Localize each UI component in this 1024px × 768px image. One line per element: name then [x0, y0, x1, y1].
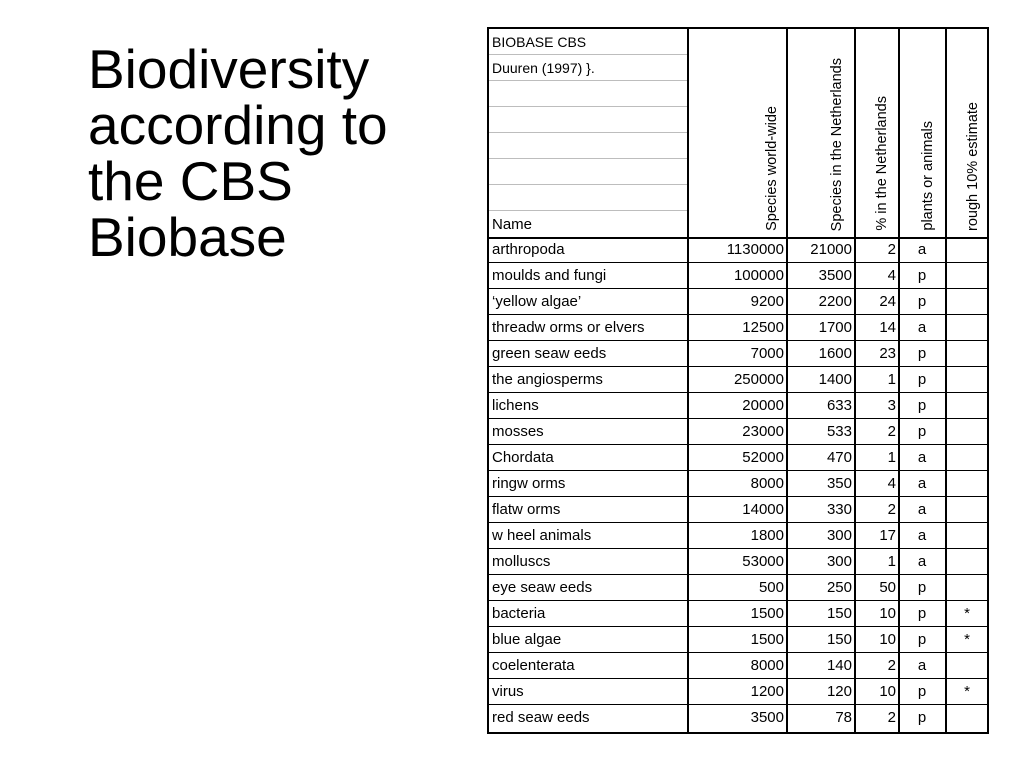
cell-estimate — [947, 263, 987, 288]
cell-plants-animals: p — [917, 709, 927, 726]
cell-percent: 2 — [887, 501, 896, 518]
cell-species-netherlands: 533 — [826, 423, 852, 440]
cell-species-netherlands: 350 — [826, 475, 852, 492]
cell-name: eye seaw eeds — [492, 579, 593, 596]
cell-species-netherlands: 120 — [826, 683, 852, 700]
cell-estimate — [947, 419, 987, 444]
cell-species-world: 12500 — [742, 319, 784, 336]
table-row — [489, 653, 987, 679]
cell-percent: 1 — [887, 553, 896, 570]
cell-plants-animals: a — [917, 319, 927, 336]
cell-species-netherlands: 330 — [826, 501, 852, 518]
cell-name: green seaw eeds — [492, 345, 607, 362]
cell-plants-animals: p — [917, 683, 927, 700]
table-row — [489, 393, 987, 419]
cell-plants-animals: p — [917, 605, 927, 622]
cell-plants-animals: a — [917, 475, 927, 492]
title-line: Biodiversity — [88, 38, 370, 100]
cell-name: flatw orms — [492, 501, 561, 518]
cell-percent: 1 — [887, 449, 896, 466]
cell-percent: 24 — [879, 293, 896, 310]
cell-estimate: * — [964, 631, 970, 648]
table-row — [489, 523, 987, 549]
cell-species-netherlands: 150 — [826, 631, 852, 648]
cell-percent: 1 — [887, 371, 896, 388]
cell-species-netherlands: 1600 — [818, 345, 852, 362]
cell-species-netherlands: 3500 — [818, 267, 852, 284]
title-line: according to — [88, 94, 388, 156]
cell-species-world: 1800 — [750, 527, 784, 544]
table-row — [489, 289, 987, 315]
column-header-world: Species world-wide — [764, 106, 780, 231]
cell-estimate — [947, 393, 987, 418]
table-row — [489, 341, 987, 367]
header-empty-line — [489, 159, 687, 185]
cell-species-netherlands: 250 — [826, 579, 852, 596]
cell-species-world: 1500 — [750, 631, 784, 648]
cell-percent: 4 — [887, 475, 896, 492]
cell-plants-animals: p — [917, 579, 927, 596]
column-divider — [687, 29, 689, 732]
table-row — [489, 601, 987, 627]
title-line: Biobase — [88, 206, 287, 268]
cell-species-netherlands: 300 — [826, 527, 852, 544]
cell-percent: 17 — [879, 527, 896, 544]
header-empty-line — [489, 185, 687, 211]
cell-plants-animals: p — [917, 345, 927, 362]
table-row — [489, 627, 987, 653]
cell-percent: 10 — [879, 631, 896, 648]
cell-plants-animals: a — [917, 657, 927, 674]
cell-species-world: 23000 — [742, 423, 784, 440]
cell-plants-animals: a — [917, 241, 927, 258]
cell-species-netherlands: 300 — [826, 553, 852, 570]
biobase-table — [487, 27, 989, 734]
cell-plants-animals: p — [917, 293, 927, 310]
column-divider — [854, 29, 856, 732]
header-empty-line — [489, 81, 687, 107]
cell-name: lichens — [492, 397, 539, 414]
cell-plants-animals: a — [917, 553, 927, 570]
table-row — [489, 497, 987, 523]
cell-estimate — [947, 497, 987, 522]
cell-percent: 14 — [879, 319, 896, 336]
cell-name: coelenterata — [492, 657, 575, 674]
cell-species-world: 20000 — [742, 397, 784, 414]
table-row — [489, 575, 987, 601]
cell-estimate: * — [964, 605, 970, 622]
table-row — [489, 471, 987, 497]
cell-species-netherlands: 1700 — [818, 319, 852, 336]
cell-plants-animals: p — [917, 371, 927, 388]
cell-plants-animals: a — [917, 449, 927, 466]
cell-name: ringw orms — [492, 475, 566, 492]
table-row — [489, 237, 987, 263]
cell-estimate — [947, 549, 987, 574]
cell-species-world: 250000 — [733, 371, 784, 388]
cell-estimate — [947, 315, 987, 340]
cell-estimate — [947, 237, 987, 262]
table-row — [489, 367, 987, 393]
column-divider — [898, 29, 900, 732]
column-header-name: Name — [492, 216, 533, 233]
cell-species-netherlands: 150 — [826, 605, 852, 622]
cell-species-world: 3500 — [750, 709, 784, 726]
table-row — [489, 705, 987, 731]
cell-species-world: 52000 — [742, 449, 784, 466]
cell-name: the angiosperms — [492, 371, 603, 388]
cell-percent: 50 — [879, 579, 896, 596]
cell-species-world: 1130000 — [726, 241, 784, 258]
cell-species-world: 1500 — [750, 605, 784, 622]
cell-name: w heel animals — [492, 527, 592, 544]
cell-plants-animals: a — [917, 501, 927, 518]
cell-estimate — [947, 341, 987, 366]
cell-species-world: 8000 — [750, 657, 784, 674]
cell-species-world: 1200 — [750, 683, 784, 700]
cell-species-world: 14000 — [742, 501, 784, 518]
column-header-netherlands: Species in the Netherlands — [829, 57, 845, 231]
cell-percent: 2 — [887, 709, 896, 726]
cell-species-netherlands: 470 — [826, 449, 852, 466]
column-divider — [945, 29, 947, 732]
cell-estimate — [947, 653, 987, 678]
cell-species-world: 100000 — [733, 267, 784, 284]
header-source-line: BIOBASE CBS — [489, 29, 687, 55]
slide-title — [88, 38, 458, 268]
cell-species-netherlands: 78 — [835, 709, 852, 726]
header-empty-line — [489, 107, 687, 133]
cell-species-world: 7000 — [750, 345, 784, 362]
cell-estimate — [947, 575, 987, 600]
table-body — [489, 237, 987, 731]
cell-species-world: 8000 — [750, 475, 784, 492]
cell-percent: 23 — [879, 345, 896, 362]
cell-species-netherlands: 21000 — [810, 241, 852, 258]
cell-species-world: 53000 — [742, 553, 784, 570]
cell-name: arthropoda — [492, 241, 565, 258]
cell-name: blue algae — [492, 631, 562, 648]
cell-estimate — [947, 289, 987, 314]
header-source-line: Duuren (1997) }. — [489, 55, 687, 81]
cell-estimate — [947, 523, 987, 548]
cell-name: threadw orms or elvers — [492, 319, 645, 336]
cell-percent: 10 — [879, 605, 896, 622]
cell-percent: 10 — [879, 683, 896, 700]
cell-name: red seaw eeds — [492, 709, 590, 726]
cell-name: ‘yellow algae’ — [492, 293, 582, 310]
cell-plants-animals: p — [917, 631, 927, 648]
table-row — [489, 263, 987, 289]
cell-name: virus — [492, 683, 524, 700]
cell-plants-animals: p — [917, 397, 927, 414]
table-row — [489, 419, 987, 445]
cell-plants-animals: a — [917, 527, 927, 544]
cell-species-world: 9200 — [750, 293, 784, 310]
cell-name: mosses — [492, 423, 544, 440]
table-row — [489, 315, 987, 341]
table-row — [489, 679, 987, 705]
table-row — [489, 549, 987, 575]
cell-plants-animals: p — [917, 267, 927, 284]
header-left-block — [489, 29, 687, 237]
table-row — [489, 445, 987, 471]
cell-estimate — [947, 471, 987, 496]
table-header — [489, 29, 987, 239]
cell-estimate — [947, 705, 987, 730]
column-header-plants-animals: plants or animals — [920, 121, 936, 231]
column-header-estimate: rough 10% estimate — [965, 102, 981, 231]
cell-species-world: 500 — [758, 579, 784, 596]
title-line: the CBS — [88, 150, 293, 212]
cell-species-netherlands: 2200 — [818, 293, 852, 310]
cell-name: bacteria — [492, 605, 546, 622]
cell-percent: 2 — [887, 657, 896, 674]
header-empty-line — [489, 133, 687, 159]
cell-plants-animals: p — [917, 423, 927, 440]
column-divider — [786, 29, 788, 732]
cell-percent: 3 — [887, 397, 896, 414]
cell-species-netherlands: 633 — [826, 397, 852, 414]
column-header-percent: % in the Netherlands — [874, 96, 890, 231]
cell-name: Chordata — [492, 449, 554, 466]
cell-estimate — [947, 445, 987, 470]
cell-percent: 4 — [887, 267, 896, 284]
cell-species-netherlands: 140 — [826, 657, 852, 674]
cell-name: molluscs — [492, 553, 551, 570]
cell-species-netherlands: 1400 — [818, 371, 852, 388]
cell-estimate: * — [964, 683, 970, 700]
cell-percent: 2 — [887, 423, 896, 440]
cell-estimate — [947, 367, 987, 392]
cell-percent: 2 — [887, 241, 896, 258]
cell-name: moulds and fungi — [492, 267, 607, 284]
